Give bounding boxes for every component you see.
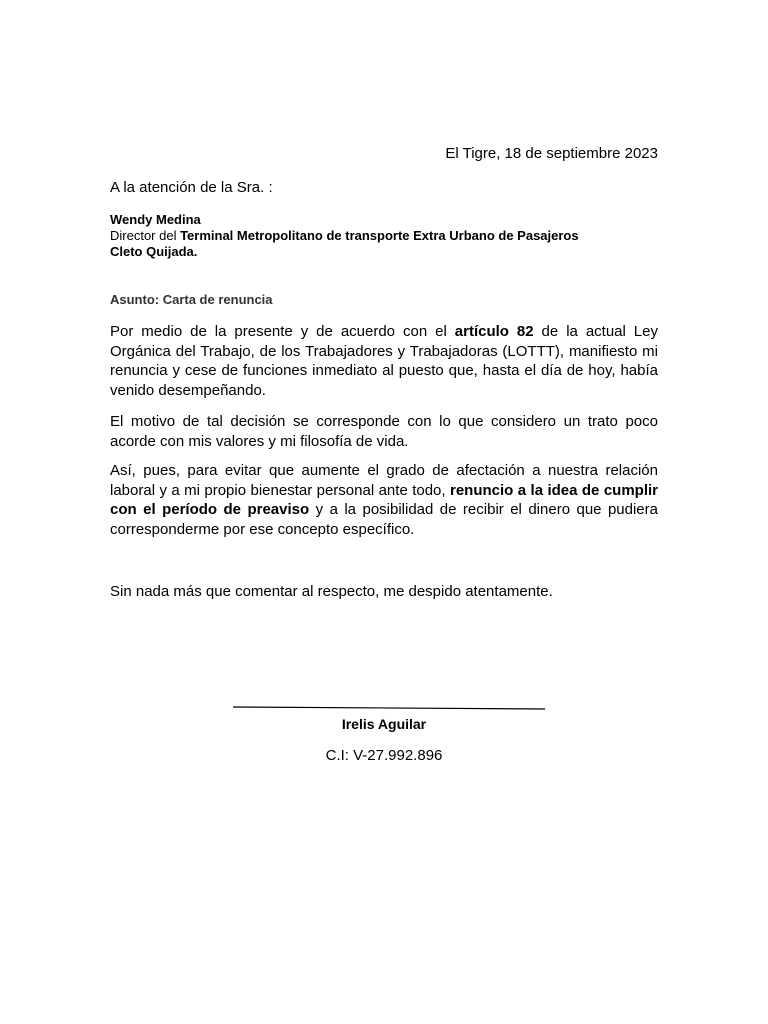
p1-article-ref: artículo 82 [454,323,534,340]
letter-subject: Asunto: Carta de renuncia [110,292,273,307]
p3-text-b: y a la posibilidad de recibir el dinero que pudiera corresponderme por ese concepto específico. [110,501,658,538]
attention-line: A la atención de la Sra. : [110,179,273,196]
closing-line: Sin nada más que comentar al respecto, me despido atentamente. [110,583,553,600]
signature-line [233,706,545,710]
p3-emphasis: renuncio a la idea de cumplir con el período de preaviso [110,481,658,518]
body-paragraph-1 [110,322,658,400]
signer-name: Irelis Aguilar [341,716,427,732]
p1-text-a: Por medio de la presente y de acuerdo con el [110,323,455,340]
recipient-name: Wendy Medina [110,212,201,227]
p1-text-b: de la actual Ley Orgánica del Trabajo, de los Trabajadores y Trabajadoras (LOTTT), manifiesto mi renuncia y cese de funciones inmediato al puesto que, hasta el día de hoy, había venido desempeñando. [110,323,658,399]
p3-text-a: Así, pues, para evitar que aumente el grado de afectación a nuestra relación laboral y a mi propio bienestar personal ante todo, [110,462,658,499]
letter-date: El Tigre, 18 de septiembre 2023 [445,145,658,162]
body-paragraph-3 [110,461,658,539]
recipient-organization: Terminal Metropolitano de transporte Extra Urbano de Pasajeros [180,228,579,243]
body-paragraph-2: El motivo de tal decisión se corresponde con lo que considero un trato poco acorde con mis valores y mi filosofía de vida. [110,413,658,450]
recipient-title [110,228,658,244]
recipient-title-prefix: Director del [110,228,181,243]
recipient-block [110,212,658,260]
signer-id: C.I: V-27.992.896 [325,747,443,764]
recipient-organization-line2: Cleto Quijada. [110,244,198,259]
